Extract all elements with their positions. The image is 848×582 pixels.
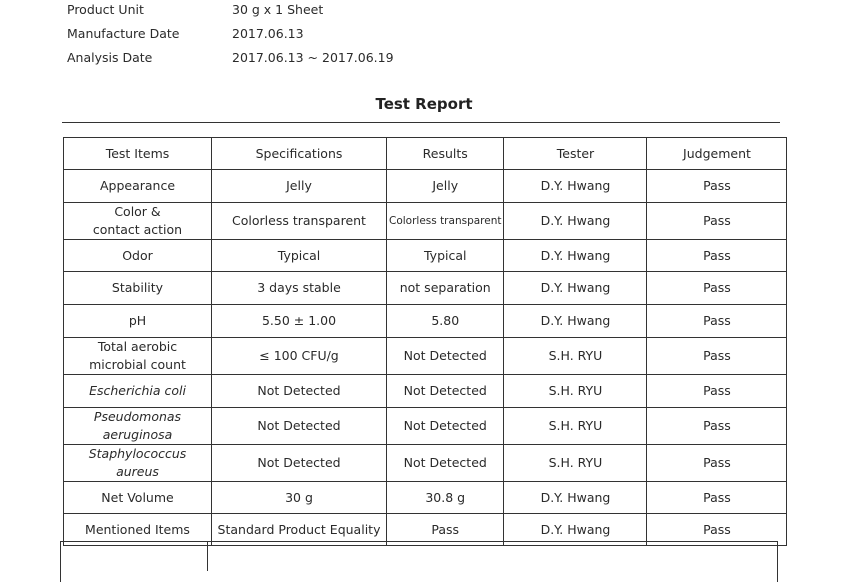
meta-value: 2017.06.13 xyxy=(232,26,304,41)
test-item-line: Escherichia coli xyxy=(89,383,186,398)
cell-tester: S.H. RYU xyxy=(504,445,647,482)
test-item-line: microbial count xyxy=(89,357,186,372)
meta-label: Analysis Date xyxy=(67,50,153,65)
test-item-line: Mentioned Items xyxy=(85,521,190,537)
cell-specification: Not Detected xyxy=(212,408,387,445)
cell-judgement: Pass xyxy=(647,514,787,546)
cell-tester: D.Y. Hwang xyxy=(504,203,647,240)
test-item-line: Odor xyxy=(122,247,153,263)
test-item-line: Stability xyxy=(111,280,164,295)
cell-specification: 5.50 ± 1.00 xyxy=(212,305,387,338)
cell-judgement: Pass xyxy=(647,338,787,375)
next-table-column-divider xyxy=(207,541,208,571)
header-test-items: Test Items xyxy=(64,138,212,170)
cell-tester: D.Y. Hwang xyxy=(504,305,647,338)
table-row xyxy=(64,272,787,305)
meta-value: 30 g x 1 Sheet xyxy=(232,2,324,17)
cell-specification: Typical xyxy=(212,240,387,272)
cell-test-item xyxy=(64,338,212,375)
title-divider xyxy=(62,122,780,123)
cell-specification: 3 days stable xyxy=(212,272,387,305)
cell-result: 5.80 xyxy=(387,305,504,338)
cell-result: Typical xyxy=(387,240,504,272)
header-judgement: Judgement xyxy=(647,138,787,170)
test-report-table xyxy=(63,137,787,546)
test-item-line: pH xyxy=(128,313,147,328)
cell-result: Not Detected xyxy=(387,338,504,375)
test-item-line: Color & xyxy=(114,204,161,219)
cell-tester: S.H. RYU xyxy=(504,375,647,408)
cell-specification: Not Detected xyxy=(212,375,387,408)
cell-result: Pass xyxy=(387,514,504,546)
cell-result: 30.8 g xyxy=(387,482,504,514)
cell-specification: Standard Product Equality xyxy=(212,514,387,546)
cell-specification: 30 g xyxy=(212,482,387,514)
cell-judgement: Pass xyxy=(647,375,787,408)
test-item-line: contact action xyxy=(92,222,183,237)
test-item-line: aeruginosa xyxy=(102,427,173,442)
cell-tester: S.H. RYU xyxy=(504,338,647,375)
table-row xyxy=(64,170,787,203)
report-title: Test Report xyxy=(375,95,473,113)
cell-tester: D.Y. Hwang xyxy=(504,482,647,514)
table-row xyxy=(64,375,787,408)
cell-result: Jelly xyxy=(387,170,504,203)
cell-result: Not Detected xyxy=(387,375,504,408)
table-row xyxy=(64,338,787,375)
test-item-line: Total aerobic xyxy=(97,339,178,354)
cell-tester: D.Y. Hwang xyxy=(504,514,647,546)
cell-result: Colorless transparent xyxy=(387,203,504,240)
cell-test-item xyxy=(64,375,212,408)
cell-specification: Not Detected xyxy=(212,445,387,482)
test-item-line: Net Volume xyxy=(101,489,174,505)
cell-judgement: Pass xyxy=(647,170,787,203)
cell-tester: S.H. RYU xyxy=(504,408,647,445)
test-item-line: aureus xyxy=(116,464,159,479)
table-row xyxy=(64,240,787,272)
table-row xyxy=(64,203,787,240)
next-table-top xyxy=(60,541,778,582)
cell-tester: D.Y. Hwang xyxy=(504,240,647,272)
meta-label: Product Unit xyxy=(67,2,144,17)
cell-test-item xyxy=(64,408,212,445)
test-item-line: Pseudomonas xyxy=(93,409,182,424)
cell-specification: Jelly xyxy=(212,170,387,203)
cell-judgement: Pass xyxy=(647,482,787,514)
cell-test-item xyxy=(64,445,212,482)
cell-tester: D.Y. Hwang xyxy=(504,272,647,305)
cell-tester: D.Y. Hwang xyxy=(504,170,647,203)
meta-label: Manufacture Date xyxy=(67,26,180,41)
cell-result: Not Detected xyxy=(387,445,504,482)
cell-result: Not Detected xyxy=(387,408,504,445)
table-row xyxy=(64,445,787,482)
table-row xyxy=(64,305,787,338)
meta-value: 2017.06.13 ~ 2017.06.19 xyxy=(232,50,394,65)
cell-test-item xyxy=(64,240,212,272)
cell-test-item xyxy=(64,305,212,338)
cell-specification: ≤ 100 CFU/g xyxy=(212,338,387,375)
cell-judgement: Pass xyxy=(647,305,787,338)
test-item-line: Staphylococcus xyxy=(88,446,187,461)
cell-judgement: Pass xyxy=(647,445,787,482)
cell-judgement: Pass xyxy=(647,203,787,240)
cell-test-item xyxy=(64,482,212,514)
cell-result: not separation xyxy=(387,272,504,305)
table-header-row xyxy=(64,138,787,170)
table-row xyxy=(64,482,787,514)
cell-test-item xyxy=(64,170,212,203)
table-row xyxy=(64,408,787,445)
cell-test-item xyxy=(64,272,212,305)
cell-specification: Colorless transparent xyxy=(212,203,387,240)
header-results: Results xyxy=(387,138,504,170)
cell-judgement: Pass xyxy=(647,408,787,445)
header-tester: Tester xyxy=(504,138,647,170)
cell-test-item xyxy=(64,203,212,240)
cell-judgement: Pass xyxy=(647,240,787,272)
test-item-line: Appearance xyxy=(99,178,176,193)
header-specifications: Specifications xyxy=(212,138,387,170)
cell-judgement: Pass xyxy=(647,272,787,305)
